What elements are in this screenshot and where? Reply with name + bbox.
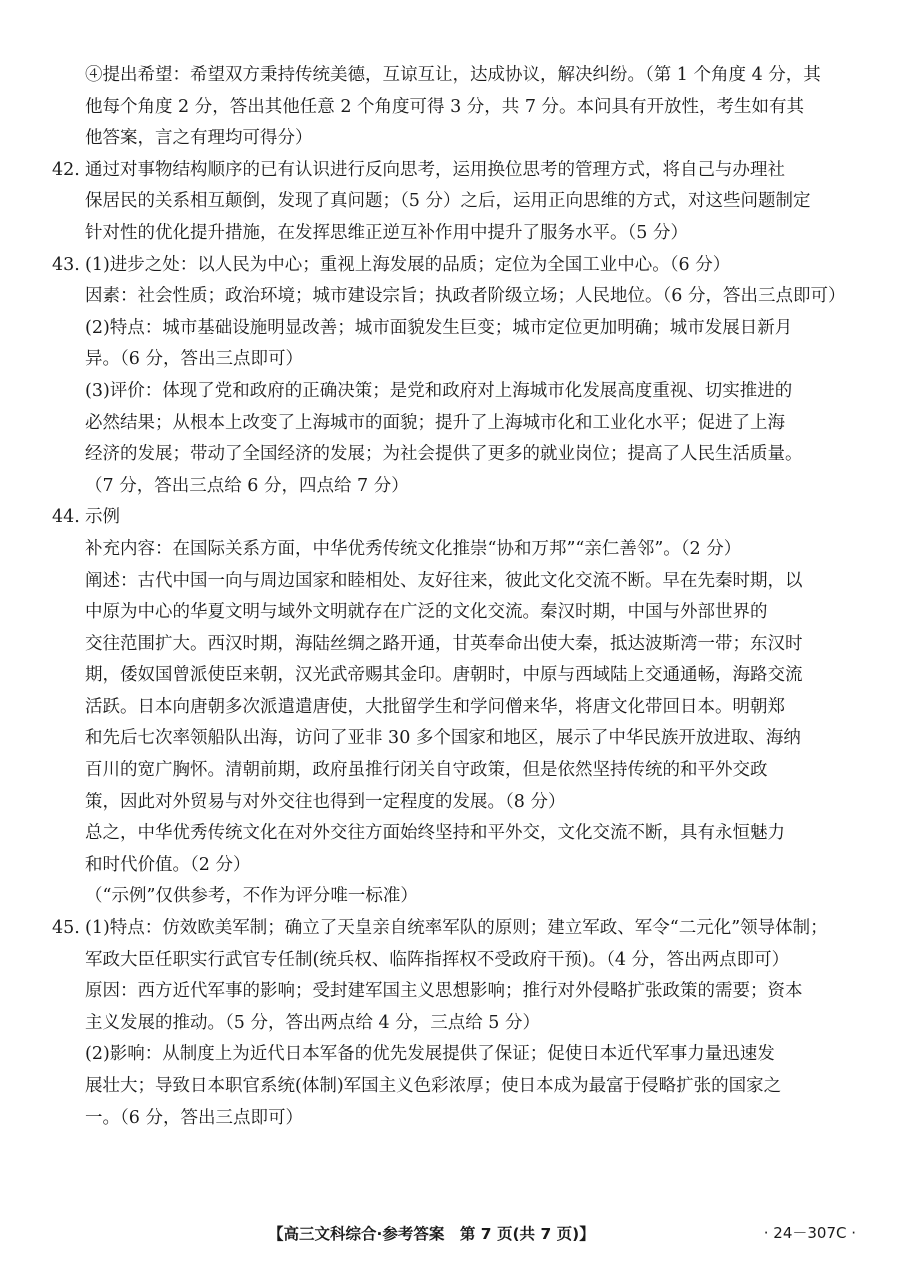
text-line: 军政大臣任职实行武官专任制(统兵权、临阵指挥权不受政府干预)。（4 分，答出两点即可）: [85, 949, 790, 970]
footer-code: · 24－307C ·: [763, 1224, 856, 1242]
text-line: ④提出希望：希望双方秉持传统美德，互谅互让，达成协议，解决纠纷。（第 1 个角度 4 分，其: [85, 65, 821, 85]
footer-title: 【高三文科综合·参考答案 第 7 页(共 7 页)】: [268, 1225, 595, 1243]
text-line: （“示例”仅供参考，不作为评分唯一标准）: [85, 886, 418, 907]
q41-continuation: [52, 60, 852, 155]
text-line: 通过对事物结构顺序的已有认识进行反向思考，运用换位思考的管理方式，将自己与办理社: [85, 159, 785, 180]
text-line: 中原为中心的华夏文明与域外文明就存在广泛的文化交流。秦汉时期，中国与外部世界的: [85, 602, 768, 623]
question-43: [52, 250, 852, 503]
text-line: 策，因此对外贸易与对外交往也得到一定程度的发展。（8 分）: [85, 791, 566, 812]
text-line: 经济的发展；带动了全国经济的发展；为社会提供了更多的就业岗位；提高了人民生活质量。: [85, 444, 803, 465]
text-line: 因素：社会性质；政治环境；城市建设宗旨；执政者阶级立场；人民地位。（6 分，答出三点即可）: [85, 286, 846, 307]
text-line: 他每个角度 2 分，答出其他任意 2 个角度可得 3 分，共 7 分。本问具有开放性，考生如有其: [85, 96, 805, 117]
text-line: 他答案，言之有理均可得分）: [85, 128, 313, 149]
text-line: 原因：西方近代军事的影响；受封建军国主义思想影响；推行对外侵略扩张政策的需要；资本: [85, 981, 803, 1002]
text-line: 保居民的关系相互颠倒，发现了真问题；（5 分）之后，运用正向思维的方式，对这些问题制定: [85, 191, 811, 212]
text-line: 总之，中华优秀传统文化在对外交往方面始终坚持和平外交，文化交流不断，具有永恒魅力: [85, 823, 785, 844]
text-line: (2)特点：城市基础设施明显改善；城市面貌发生巨变；城市定位更加明确；城市发展日新月: [85, 317, 793, 338]
question-42: [52, 155, 852, 250]
text-line: 示例: [85, 507, 120, 528]
text-line: 和时代价值。（2 分）: [85, 854, 251, 875]
text-line: (1)特点：仿效欧美军制；确立了天皇亲自统率军队的原则；建立军政、军令“二元化”领导体制；: [85, 918, 828, 939]
answer-content: [52, 60, 852, 1134]
question-number: 44.: [52, 507, 80, 528]
text-line: 针对性的优化提升措施，在发挥思维正逆互补作用中提升了服务水平。（5 分）: [85, 222, 688, 243]
text-line: 必然结果；从根本上改变了上海城市的面貌；提升了上海城市化和工业化水平；促进了上海: [85, 412, 785, 433]
text-line: 主义发展的推动。（5 分，答出两点给 4 分，三点给 5 分）: [85, 1012, 540, 1033]
text-line: 异。（6 分，答出三点即可）: [85, 349, 303, 370]
text-line: 交往范围扩大。西汉时期，海陆丝绸之路开通，甘英奉命出使大秦，抵达波斯湾一带；东汉时: [85, 633, 803, 654]
question-44: [52, 502, 852, 913]
question-45: [52, 913, 852, 1134]
question-number: 42.: [52, 159, 80, 180]
text-line: 补充内容：在国际关系方面，中华优秀传统文化推崇“协和万邦”“亲仁善邻”。（2 分）: [85, 538, 742, 559]
text-line: 活跃。日本向唐朝多次派遣遣唐使，大批留学生和学问僧来华，将唐文化带回日本。明朝郑: [85, 696, 785, 717]
text-line: 百川的宽广胸怀。清朝前期，政府虽推行闭关自守政策，但是依然坚持传统的和平外交政: [85, 760, 768, 781]
question-number: 43.: [52, 254, 80, 275]
text-line: (1)进步之处：以人民为中心；重视上海发展的品质；定位为全国工业中心。（6 分）: [85, 254, 731, 275]
text-line: 一。（6 分，答出三点即可）: [85, 1107, 303, 1128]
text-line: 期，倭奴国曾派使臣来朝，汉光武帝赐其金印。唐朝时，中原与西域陆上交通通畅，海路交流: [85, 665, 803, 686]
text-line: 展壮大；导致日本职官系统(体制)军国主义色彩浓厚；使日本成为最富于侵略扩张的国家之: [85, 1076, 782, 1096]
text-line: 阐述：古代中国一向与周边国家和睦相处、友好往来，彼此文化交流不断。早在先秦时期，以: [85, 570, 803, 591]
text-line: 和先后七次率领船队出海，访问了亚非 30 多个国家和地区，展示了中华民族开放进取、海纳: [85, 728, 801, 749]
text-line: (3)评价：体现了党和政府的正确决策；是党和政府对上海城市化发展高度重视、切实推进的: [85, 380, 793, 401]
question-number: 45.: [52, 918, 80, 939]
page-footer: [0, 1222, 900, 1252]
text-line: （7 分，答出三点给 6 分，四点给 7 分）: [85, 475, 409, 496]
text-line: (2)影响：从制度上为近代日本军备的优先发展提供了保证；促使日本近代军事力量迅速发: [85, 1044, 775, 1065]
